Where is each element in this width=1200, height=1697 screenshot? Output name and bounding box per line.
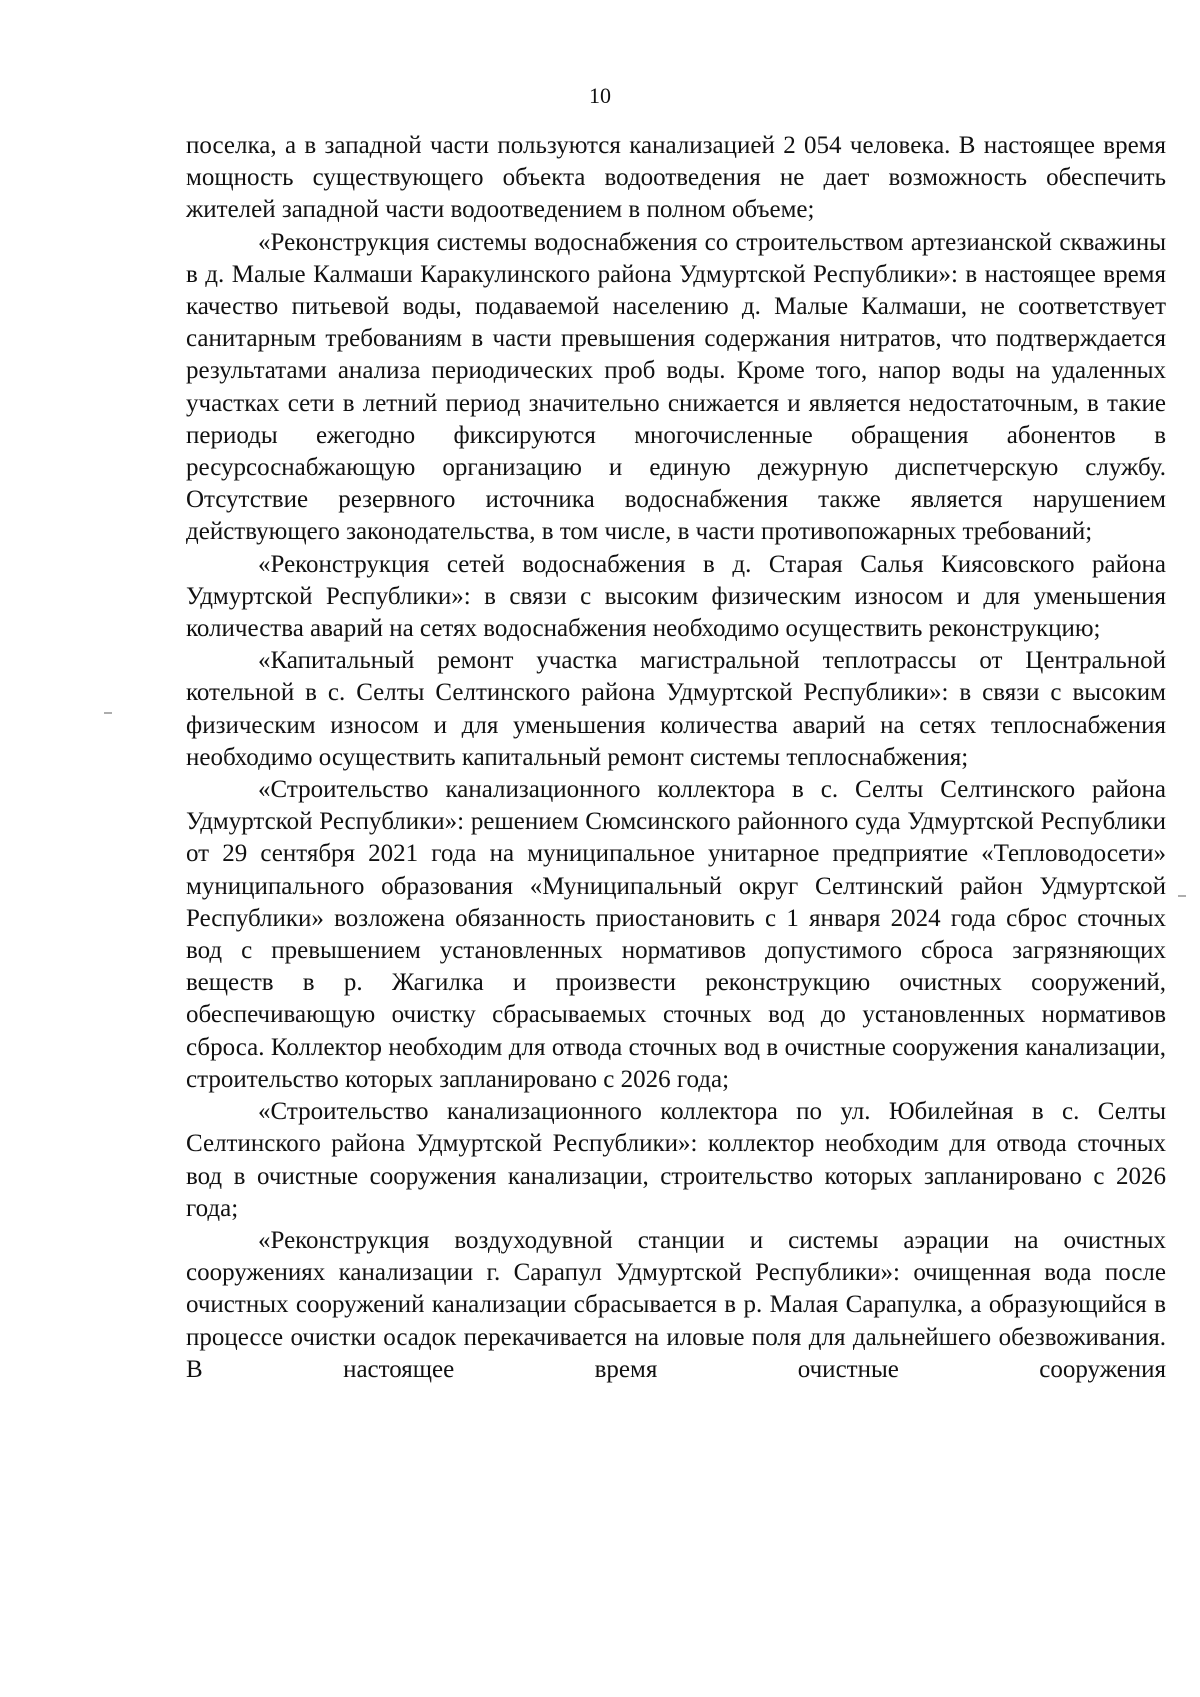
- paragraph: «Капитальный ремонт участка магистральной теплотрассы от Центральной котельной в с. Селты Селтинского района Удмуртской Республики»: в связи с высоким физическим износом и для уменьшения количества аварий на сетях теплоснабжения необходимо осуществить капитальный ремонт системы теплоснабжения;: [186, 647, 1166, 771]
- scan-mark: [1178, 895, 1186, 897]
- page-number: 10: [589, 83, 611, 108]
- scan-mark: [104, 712, 112, 714]
- paragraph: «Строительство канализационного коллектора по ул. Юбилейная в с. Селты Селтинского района Удмуртской Республики»: коллектор необходим для отвода сточных вод в очистные сооружения канализации, строительство которых запланировано с 2026 года;: [186, 1098, 1166, 1222]
- paragraph: «Реконструкция воздуходувной станции и системы аэрации на очистных сооружениях канализации г. Сарапул Удмуртской Республики»: очищенная вода после очистных сооружений канализации сбрасывается в р. Малая Сарапулка, а образующийся в процессе очистки осадок перекачивается на иловые поля для дальнейшего обезвоживания. В настоящее время очистные сооружения: [186, 1226, 1166, 1383]
- paragraph: поселка, а в западной части пользуются канализацией 2 054 человека. В настоящее время мощность существующего объекта водоотведения не дает возможность обеспечить жителей западной части водоотведением в полном объеме;: [186, 132, 1166, 224]
- paragraph: «Строительство канализационного коллектора в с. Селты Селтинского района Удмуртской Республики»: решением Сюмсинского районного суда Удмуртской Республики от 29 сентября 2021 года на муниципальное унитарное предприятие «Тепловодосети» муниципального образования «Муниципальный округ Селтинский район Удмуртской Республики» возложена обязанность приостановить с 1 января 2024 года сброс сточных вод с превышением установленных нормативов допустимого сброса загрязняющих веществ в р. Жагилка и произвести реконструкцию очистных сооружений, обеспечивающую очистку сбрасываемых сточных вод до установленных нормативов сброса. Коллектор необходим для отвода сточных вод в очистные сооружения канализации, строительство которых запланировано с 2026 года;: [186, 776, 1166, 1093]
- paragraph: «Реконструкция сетей водоснабжения в д. Старая Салья Киясовского района Удмуртской Республики»: в связи с высоким физическим износом и для уменьшения количества аварий на сетях водоснабжения необходимо осуществить реконструкцию;: [186, 550, 1166, 643]
- paragraph: «Реконструкция системы водоснабжения со строительством артезианской скважины в д. Малые Калмаши Каракулинского района Удмуртской Республики»: в настоящее время качество питьевой воды, подаваемой населению д. Малые Калмаши, не соответствует санитарным требованиям в части превышения содержания нитратов, что подтверждается результатами анализа периодических проб воды. Кроме того, напор воды на удаленных участках сети в летний период значительно снижается и является недостаточным, в такие периоды ежегодно фиксируются многочисленные обращения абонентов в ресурсоснабжающую организацию и единую дежурную диспетчерскую службу. Отсутствие резервного источника водоснабжения также является нарушением действующего законодательства, в том числе, в части противопожарных требований;: [186, 228, 1166, 546]
- document-body: [186, 130, 1166, 1386]
